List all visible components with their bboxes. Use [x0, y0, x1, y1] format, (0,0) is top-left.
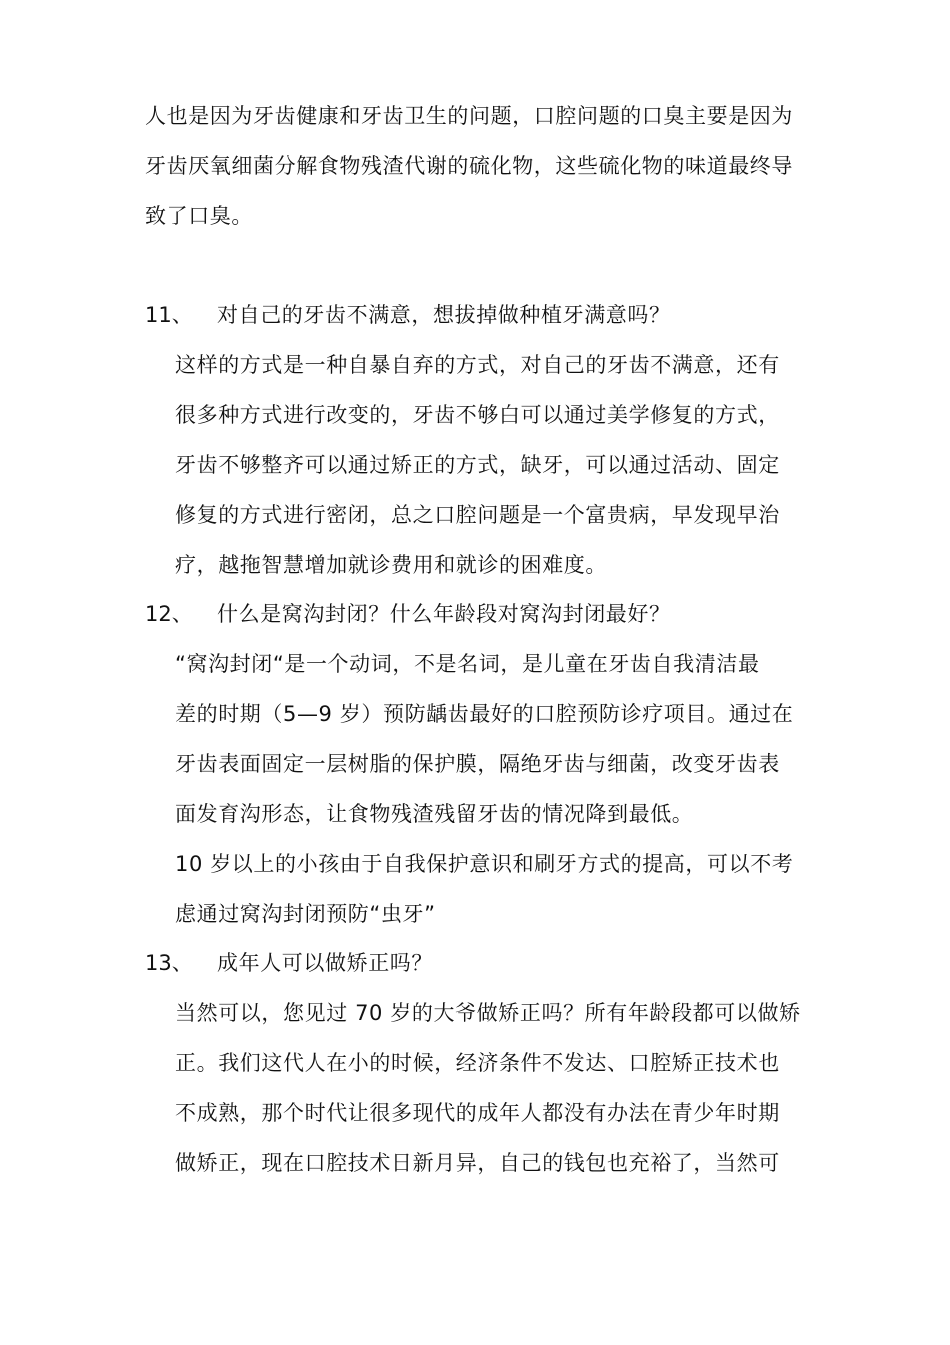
answer-line: 做矫正，现在口腔技术日新月异，自己的钱包也充裕了，当然可	[175, 1151, 780, 1175]
answer-line: 牙齿表面固定一层树脂的保护膜，隔绝牙齿与细菌，改变牙齿表	[175, 752, 780, 776]
answer-line: 正。我们这代人在小的时候，经济条件不发达、口腔矫正技术也	[175, 1051, 780, 1075]
answer-line: 牙齿不够整齐可以通过矫正的方式，缺牙，可以通过活动、固定	[175, 453, 780, 477]
intro-line: 人也是因为牙齿健康和牙齿卫生的问题，口腔问题的口臭主要是因为	[145, 104, 793, 128]
question-number: 11、	[145, 303, 193, 327]
question-heading: 成年人可以做矫正吗？	[217, 951, 433, 975]
answer-line: 10 岁以上的小孩由于自我保护意识和刷牙方式的提高，可以不考	[175, 852, 794, 876]
answer-line: 当然可以，您见过 70 岁的大爷做矫正吗？所有年龄段都可以做矫	[175, 1001, 801, 1025]
answer-line: 面发育沟形态，让食物残渣残留牙齿的情况降到最低。	[175, 802, 694, 826]
answer-line: 差的时期（5—9 岁）预防龋齿最好的口腔预防诊疗项目。通过在	[175, 702, 794, 726]
answer-line: 疗，越拖智慧增加就诊费用和就诊的困难度。	[175, 553, 607, 577]
question-heading: 什么是窝沟封闭？什么年龄段对窝沟封闭最好？	[217, 602, 671, 626]
answer-line: 不成熟，那个时代让很多现代的成年人都没有办法在青少年时期	[175, 1101, 780, 1125]
question-number: 12、	[145, 602, 193, 626]
answer-line: 修复的方式进行密闭，总之口腔问题是一个富贵病，早发现早治	[175, 503, 780, 527]
intro-line: 牙齿厌氧细菌分解食物残渣代谢的硫化物，这些硫化物的味道最终导	[145, 154, 793, 178]
answer-line: “窝沟封闭“是一个动词，不是名词，是儿童在牙齿自我清洁最	[175, 652, 760, 676]
question-number: 13、	[145, 951, 193, 975]
answer-line: 这样的方式是一种自暴自弃的方式，对自己的牙齿不满意，还有	[175, 353, 780, 377]
intro-line: 致了口臭。	[145, 204, 253, 228]
answer-line: 虑通过窝沟封闭预防“虫牙”	[175, 902, 436, 926]
question-heading: 对自己的牙齿不满意，想拔掉做种植牙满意吗？	[217, 303, 671, 327]
answer-line: 很多种方式进行改变的，牙齿不够白可以通过美学修复的方式，	[175, 403, 780, 427]
